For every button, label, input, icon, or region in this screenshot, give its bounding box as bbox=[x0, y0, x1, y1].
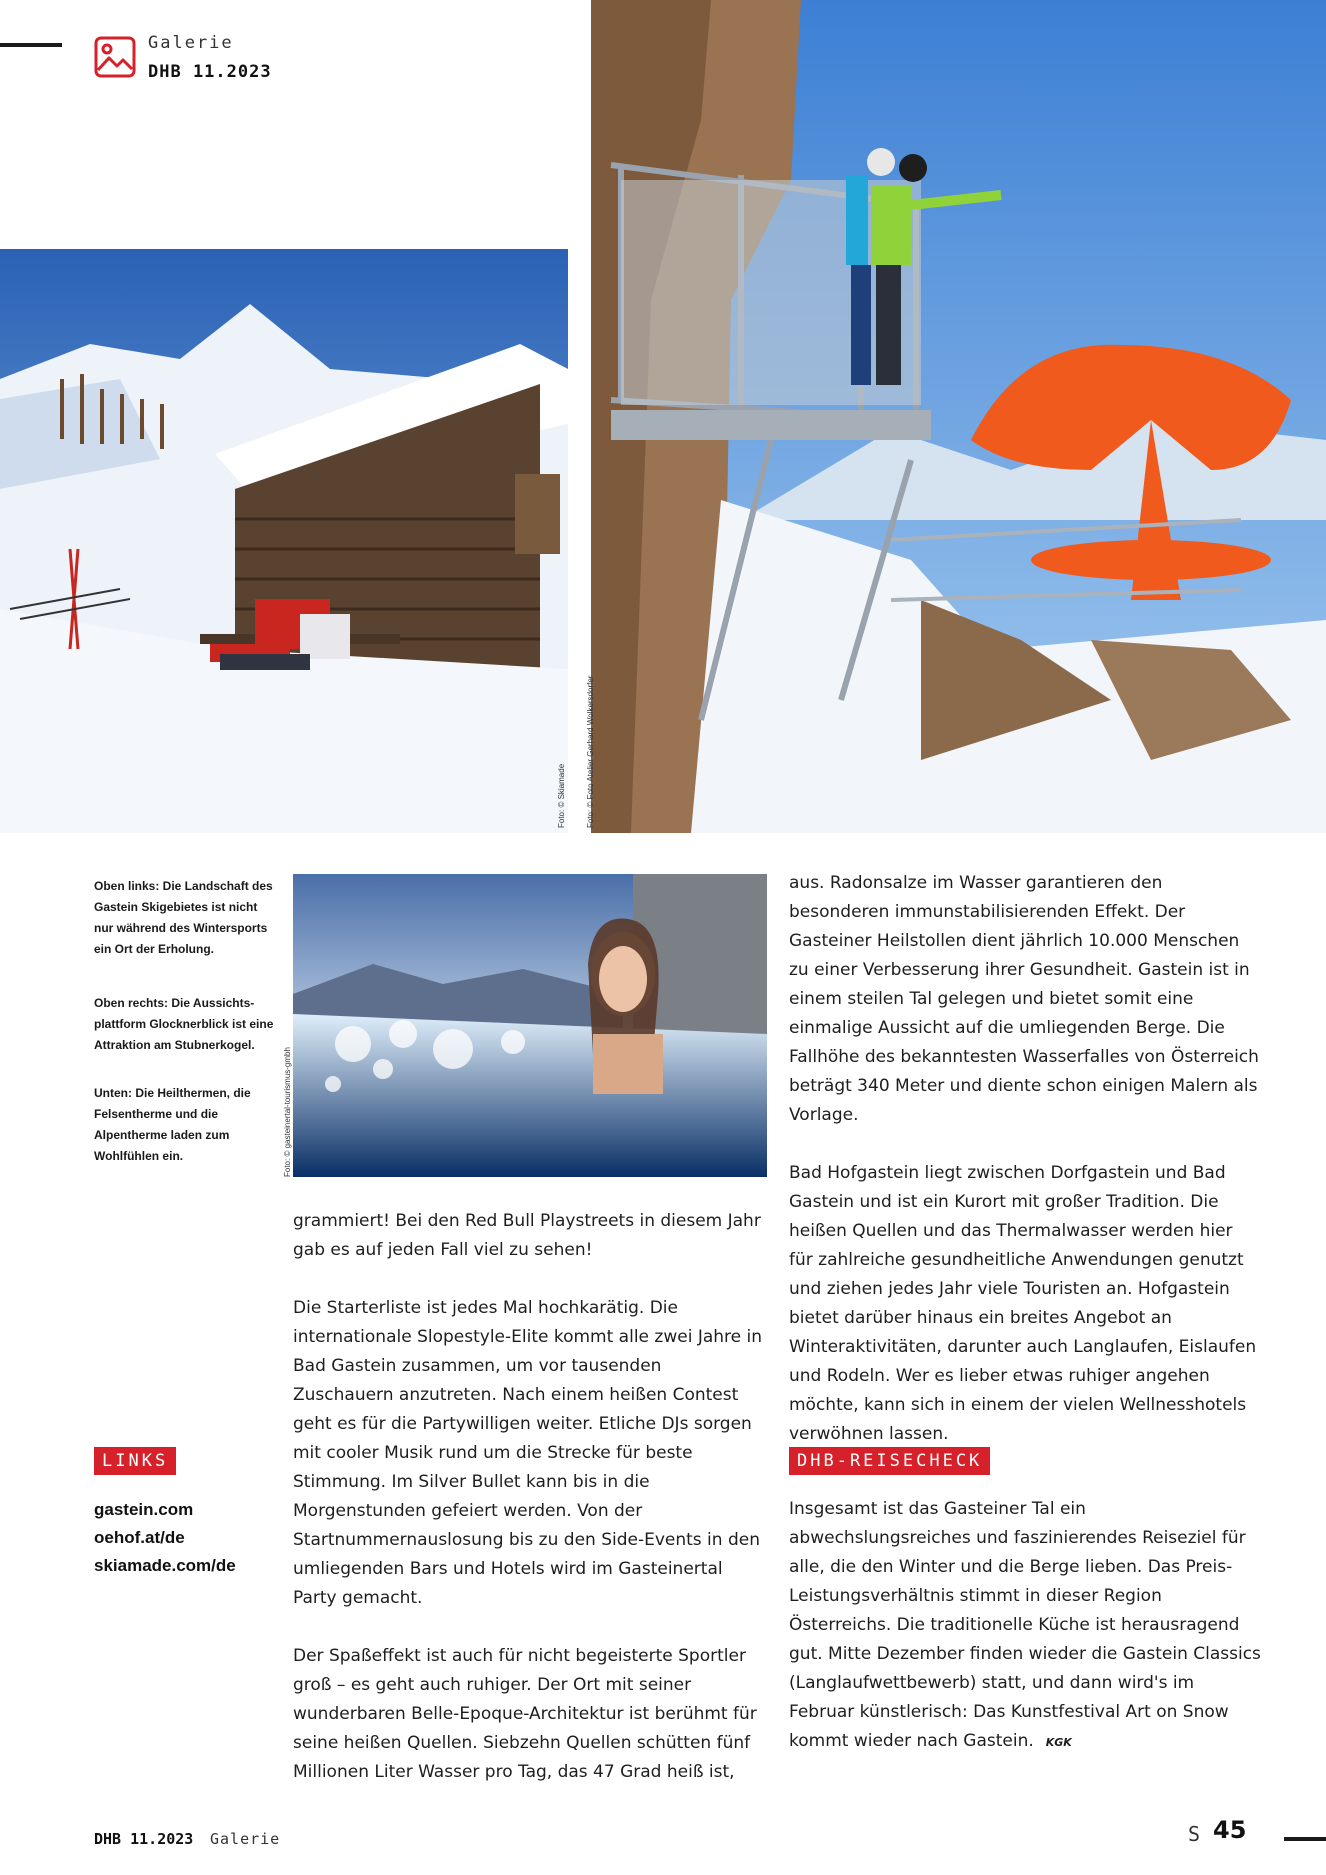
article-right-column bbox=[789, 869, 1261, 1478]
photo-credit-platform: Foto: © Foto Atelier Gerhard Wolkersdorfer bbox=[586, 675, 595, 828]
top-left-rule bbox=[0, 43, 62, 47]
reisecheck-text bbox=[789, 1495, 1261, 1786]
article-middle-column bbox=[293, 1207, 767, 1816]
photo-credit-hut: Foto: © Skiamade bbox=[557, 763, 566, 828]
links-list bbox=[94, 1496, 236, 1580]
footer-page-prefix: S bbox=[1188, 1822, 1201, 1846]
photo-credit-spa: Foto: © gasteinertal-tourismus-gmbh bbox=[283, 1047, 292, 1177]
paragraph: grammiert! Bei den Red Bull Playstreets in diesem Jahr gab es auf jeden Fall viel zu sehen! bbox=[293, 1211, 761, 1260]
reisecheck-paragraph: Insgesamt ist das Gasteiner Tal ein abwechslungsreiches und faszinierendes Reiseziel für alle, die den Winter und die Berge lieben. Das Preis-Leistungsverhältnis stimmt in dieser Region Österreichs. Die traditionelle Küche ist herausragend gut. Mitte Dezember finden wieder die Gastein Classics (Langlaufwettbewerb) statt, und dann wird's im Februar künstlerisch: Das Kunstfestival Art on Snow kommt wieder nach Gastein. bbox=[789, 1499, 1261, 1751]
header-section-name: Galerie bbox=[148, 33, 234, 53]
photo-alpine-hut bbox=[0, 249, 568, 833]
gallery-image-icon bbox=[94, 36, 136, 78]
paragraph: Die Starterliste ist jedes Mal hochkarätig. Die internationale Slopestyle-Elite kommt alle zwei Jahre in Bad Gastein zusammen, um vor tausenden Zuschauern anzutreten. Nach einem heißen Contest geht es für die Partywilligen weiter. Etliche DJs sorgen mit cooler Musik rund um die Strecke für beste Stimmung. Im Silver Bullet kann bis in die Morgenstunden gefeiert werden. Von der Startnummernauslosung bis zu den Side-Events in den umliegenden Bars und Hotels wird im Gasteinertal Party gemacht. bbox=[293, 1298, 763, 1608]
header-issue: DHB 11.2023 bbox=[148, 62, 272, 82]
reisecheck-label: DHB-REISECHECK bbox=[789, 1447, 990, 1475]
footer-section: Galerie bbox=[210, 1830, 281, 1848]
photo-viewing-platform bbox=[591, 0, 1326, 833]
photo-thermal-spa bbox=[293, 874, 767, 1177]
caption-top-right: Oben rechts: Die Aussichtsplattform Glocknerblick ist eine Attraktion am Stubnerkogel. bbox=[94, 996, 274, 1052]
footer-issue: DHB 11.2023 bbox=[94, 1830, 194, 1848]
author-initials: KGK bbox=[1045, 1736, 1072, 1749]
link-oehof[interactable]: oehof.at/de bbox=[94, 1528, 185, 1547]
links-label: LINKS bbox=[94, 1447, 176, 1475]
paragraph: aus. Radonsalze im Wasser garantieren den besonderen immunstabilisierenden Effekt. Der Gasteiner Heilstollen dient jährlich 10.000 Menschen zu einer Verbesserung ihrer Gesundheit. Gastein ist in einem steilen Tal gelegen und bietet somit eine einmalige Aussicht auf die umliegenden Berge. Die Fallhöhe des bekanntesten Wasserfalles von Österreich beträgt 340 Meter und diente schon einigen Malern als Vorlage. bbox=[789, 873, 1259, 1125]
paragraph: Bad Hofgastein liegt zwischen Dorfgastein und Bad Gastein und ist ein Kurort mit großer Tradition. Die heißen Quellen und das Thermalwasser werden hier für zahlreiche gesundheitliche Anwendungen genutzt und ziehen jedes Jahr viele Touristen an. Hofgastein bietet darüber hinaus ein breites Angebot an Winteraktivitäten, darunter auch Langlaufen, Eislaufen und Rodeln. Wer es lieber etwas ruhiger angehen möchte, kann sich in einem der vielen Wellnesshotels verwöhnen lassen. bbox=[789, 1163, 1257, 1444]
footer-page-number: 45 bbox=[1213, 1816, 1247, 1844]
footer-right-rule bbox=[1284, 1837, 1326, 1841]
caption-top-left: Oben links: Die Landschaft des Gastein Skigebietes ist nicht nur während des Wintersports ein Ort der Erholung. bbox=[94, 879, 273, 956]
paragraph: Der Spaßeffekt ist auch für nicht begeisterte Sportler groß – es geht auch ruhiger. Der Ort mit seiner wunderbaren Belle-Epoque-Architektur ist berühmt für seine heißen Quellen. Siebzehn Quellen schütten fünf Millionen Liter Wasser pro Tag, das 47 Grad heiß ist, bbox=[293, 1646, 757, 1782]
caption-bottom: Unten: Die Heilthermen, die Felsentherme und die Alpentherme laden zum Wohlfühlen ein. bbox=[94, 1086, 251, 1163]
link-skiamade[interactable]: skiamade.com/de bbox=[94, 1556, 236, 1575]
link-gastein[interactable]: gastein.com bbox=[94, 1500, 194, 1519]
